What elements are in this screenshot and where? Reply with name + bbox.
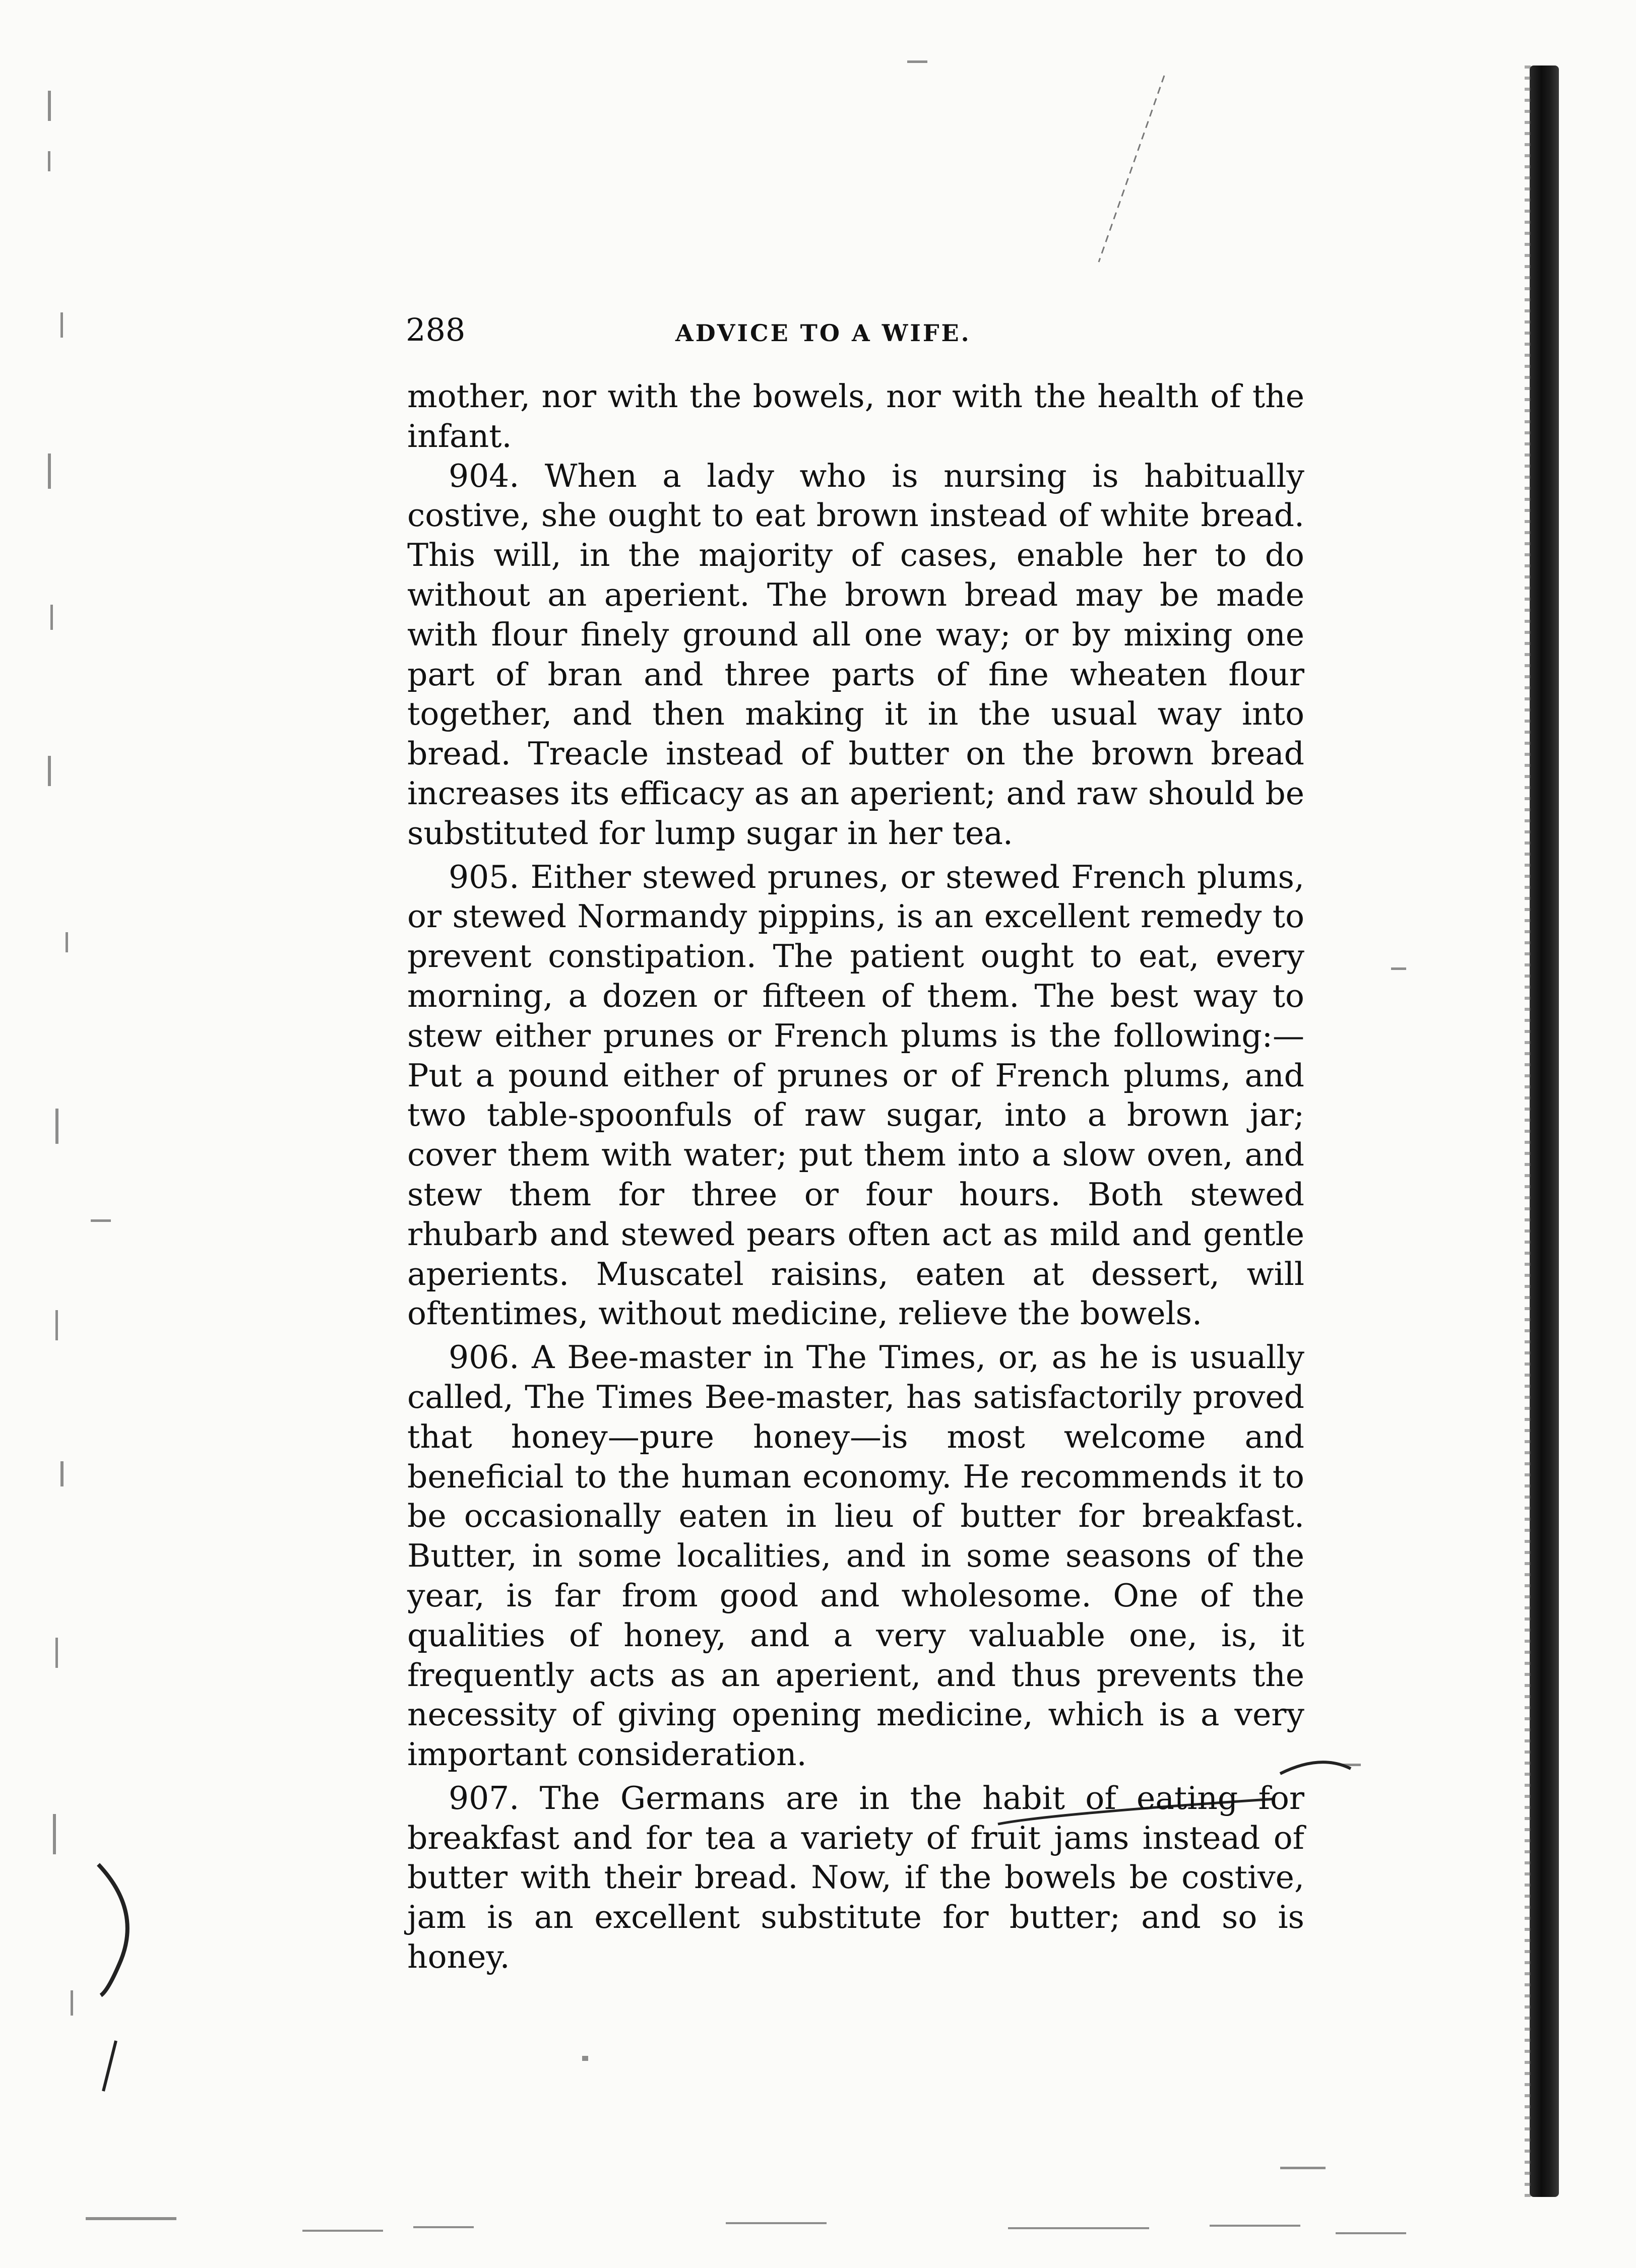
- paragraph-904: 904. When a lady who is nursing is habitually costive, she ought to eat brown instead of white bread. This will, in the majority of cases, enable her to do without an aperient. The brown bread may be made with flour finely ground all one way; or by mixing one part of bran and three parts of fine wheaten flour together, and then making it in the usual way into bread. Treacle instead of butter on the brown bread increases its efficacy as an aperient; and raw should be substituted for lump sugar in her tea.: [407, 457, 1304, 852]
- page-number: 288: [406, 311, 466, 348]
- binding-edge: [1530, 66, 1559, 2197]
- paragraph-906: 906. A Bee-master in The Times, or, as he is usually called, The Times Bee-master, has satisfactorily proved that honey—pure honey—is most welcome and beneficial to the human economy. He recommends it to be occasionally eaten in lieu of butter for breakfast. Butter, in some localities, and in some seasons of the year, is far from good and wholesome. One of the qualities of honey, and a very valuable one, is, it frequently acts as an aperient, and thus prevents the necessity of giving opening medicine, which is a very important consideration.: [407, 1339, 1304, 1773]
- page-header: [406, 307, 1363, 353]
- paragraph-907: 907. The Germans are in the habit of eating for breakfast and for tea a variety of fruit jams instead of butter with their bread. Now, if the bowels be costive, jam is an excellent substitute for butter; and so is honey.: [407, 1779, 1304, 1976]
- running-head: ADVICE TO A WIFE.: [675, 319, 971, 347]
- continued-paragraph: mother, nor with the bowels, nor with the health of the infant.: [407, 378, 1304, 455]
- body-text: [407, 377, 1304, 1977]
- paragraph-905: 905. Either stewed prunes, or stewed French plums, or stewed Normandy pippins, is an excellent remedy to prevent constipation. The patient ought to eat, every morning, a dozen or fifteen of them. The best way to stew either prunes or French plums is the following:— Put a pound either of prunes or of French plums, and two table-spoonfuls of raw sugar, into a brown jar; cover them with water; put them into a slow oven, and stew them for three or four hours. Both stewed rhubarb and stewed pears often act as mild and gentle aperients. Muscatel raisins, eaten at dessert, will oftentimes, without medicine, relieve the bowels.: [407, 858, 1304, 1332]
